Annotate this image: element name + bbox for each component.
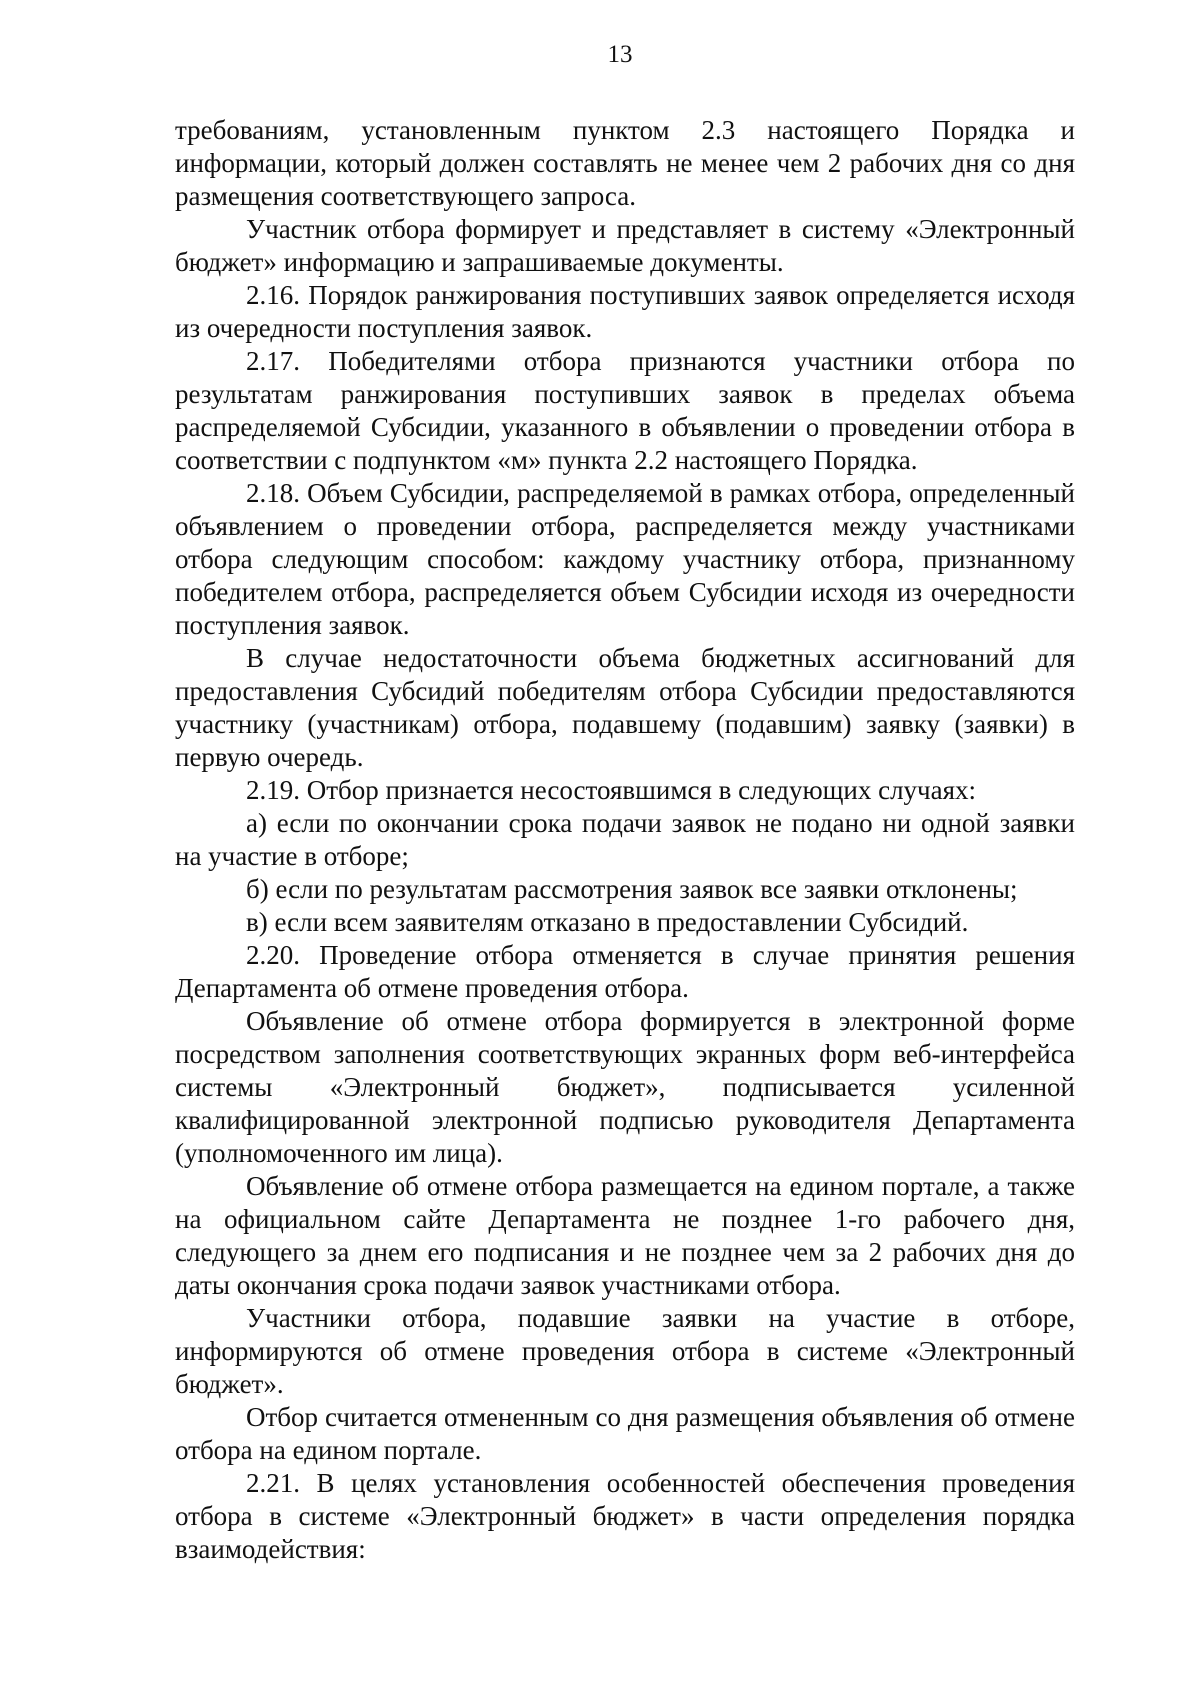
list-item: в) если всем заявителям отказано в предоставлении Субсидий. — [246, 907, 969, 937]
paragraph: 2.19. Отбор признается несостоявшимся в следующих случаях: — [246, 775, 977, 805]
paragraph: требованиям, установленным пунктом 2.3 настоящего Порядка и информации, который должен составлять не менее чем 2 рабочих дня со дня размещения соответствующего запроса. — [175, 115, 1075, 211]
paragraph: В случае недостаточности объема бюджетных ассигнований для предоставления Субсидий победителям отбора Субсидии предоставляются участнику (участникам) отбора, подавшему (подавшим) заявку (заявки) в первую очередь. — [175, 643, 1075, 772]
document-body — [175, 114, 1075, 1566]
paragraph: Объявление об отмене отбора формируется в электронной форме посредством заполнения соответствующих экранных форм веб-интерфейса системы «Электронный бюджет», подписывается усиленной квалифицированной электронной подписью руководителя Департамента (уполномоченного им лица). — [175, 1006, 1075, 1168]
paragraph: Отбор считается отмененным со дня размещения объявления об отмене отбора на едином портале. — [175, 1402, 1075, 1465]
paragraph: 2.16. Порядок ранжирования поступивших заявок определяется исходя из очередности поступления заявок. — [175, 280, 1075, 343]
paragraph: 2.17. Победителями отбора признаются участники отбора по результатам ранжирования поступивших заявок в пределах объема распределяемой Субсидии, указанного в объявлении о проведении отбора в соответствии с подпунктом «м» пункта 2.2 настоящего Порядка. — [175, 346, 1075, 475]
paragraph: 2.20. Проведение отбора отменяется в случае принятия решения Департамента об отмене проведения отбора. — [175, 940, 1075, 1003]
paragraph: 2.18. Объем Субсидии, распределяемой в рамках отбора, определенный объявлением о проведении отбора, распределяется между участниками отбора следующим способом: каждому участнику отбора, признанному победителем отбора, распределяется объем Субсидии исходя из очередности поступления заявок. — [175, 478, 1075, 640]
paragraph: Участник отбора формирует и представляет в систему «Электронный бюджет» информацию и запрашиваемые документы. — [175, 214, 1075, 277]
list-item: б) если по результатам рассмотрения заявок все заявки отклонены; — [246, 874, 1018, 904]
paragraph: Участники отбора, подавшие заявки на участие в отборе, информируются об отмене проведения отбора в системе «Электронный бюджет». — [175, 1303, 1075, 1399]
page-number: 13 — [607, 41, 633, 68]
paragraph: 2.21. В целях установления особенностей обеспечения проведения отбора в системе «Электронный бюджет» в части определения порядка взаимодействия: — [175, 1468, 1075, 1564]
paragraph: Объявление об отмене отбора размещается на едином портале, а также на официальном сайте Департамента не позднее 1-го рабочего дня, следующего за днем его подписания и не позднее чем за 2 рабочих дня до даты окончания срока подачи заявок участниками отбора. — [175, 1171, 1075, 1300]
list-item: а) если по окончании срока подачи заявок не подано ни одной заявки на участие в отборе; — [175, 808, 1075, 871]
